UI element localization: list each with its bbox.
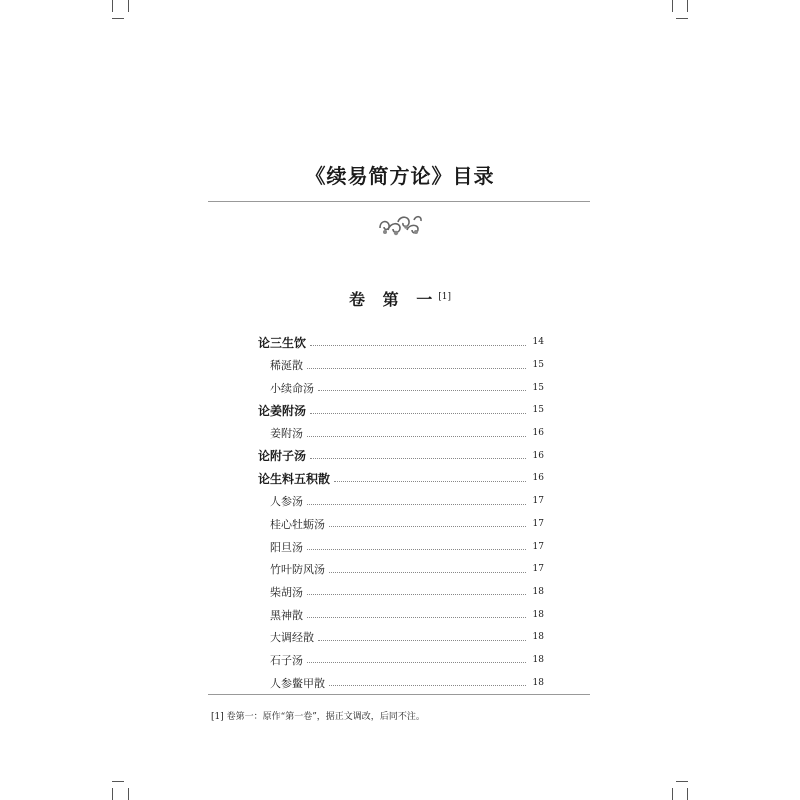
toc-entry[interactable] bbox=[258, 671, 544, 694]
toc-entry[interactable] bbox=[258, 467, 544, 490]
toc-leader-dots bbox=[310, 458, 526, 459]
toc-entry-page: 18 bbox=[532, 632, 544, 643]
toc-entry-title: 人参汤 bbox=[270, 495, 303, 509]
toc-entry[interactable] bbox=[258, 490, 544, 513]
toc-entry-page: 15 bbox=[532, 360, 544, 371]
toc-entry[interactable] bbox=[258, 649, 544, 672]
crop-mark bbox=[128, 0, 129, 12]
volume-heading bbox=[0, 287, 800, 310]
toc-entry-page: 18 bbox=[532, 609, 544, 620]
toc-entry[interactable] bbox=[258, 513, 544, 536]
toc-entry-page: 17 bbox=[532, 496, 544, 507]
volume-title: 卷 第 一 bbox=[349, 290, 439, 309]
toc-entry-title: 桂心牡蛎汤 bbox=[270, 517, 325, 531]
crop-mark bbox=[672, 0, 673, 12]
toc-leader-dots bbox=[329, 572, 526, 573]
toc-entry-title: 竹叶防风汤 bbox=[270, 563, 325, 577]
toc-entry[interactable] bbox=[258, 444, 544, 467]
toc-entry-title: 稀涎散 bbox=[270, 359, 303, 373]
toc-entry[interactable] bbox=[258, 376, 544, 399]
toc-leader-dots bbox=[307, 504, 526, 505]
toc-entry[interactable] bbox=[258, 331, 544, 354]
toc-leader-dots bbox=[329, 526, 526, 527]
toc-leader-dots bbox=[318, 390, 526, 391]
toc-entry-page: 18 bbox=[532, 586, 544, 597]
toc-leader-dots bbox=[307, 368, 526, 369]
crop-mark bbox=[687, 0, 688, 12]
toc-leader-dots bbox=[310, 345, 526, 346]
toc-entry-title: 大调经散 bbox=[270, 631, 314, 645]
toc-entry-title: 论生料五积散 bbox=[258, 471, 331, 486]
toc-entry-page: 15 bbox=[532, 405, 544, 416]
cloud-scroll-ornament-icon bbox=[376, 210, 424, 238]
toc-entry[interactable] bbox=[258, 581, 544, 604]
toc-leader-dots bbox=[307, 594, 526, 595]
toc-entry-page: 15 bbox=[532, 382, 544, 393]
crop-mark bbox=[687, 788, 688, 800]
footnote-ref[interactable]: [1] bbox=[438, 292, 451, 302]
crop-mark bbox=[112, 18, 124, 19]
toc-entry-page: 18 bbox=[532, 677, 544, 688]
toc-entry-title: 黑神散 bbox=[270, 608, 303, 622]
toc-leader-dots bbox=[307, 662, 526, 663]
toc-leader-dots bbox=[318, 640, 526, 641]
crop-mark bbox=[112, 0, 113, 12]
toc-entry[interactable] bbox=[258, 399, 544, 422]
toc-entry[interactable] bbox=[258, 603, 544, 626]
toc-entry[interactable] bbox=[258, 558, 544, 581]
toc-entry-page: 14 bbox=[532, 337, 544, 348]
footnote-divider bbox=[208, 694, 590, 695]
toc-entry-title: 柴胡汤 bbox=[270, 585, 303, 599]
toc-entry-title: 论姜附汤 bbox=[258, 403, 307, 418]
crop-mark bbox=[672, 788, 673, 800]
toc-entry-page: 17 bbox=[532, 564, 544, 575]
toc-entry[interactable] bbox=[258, 354, 544, 377]
toc-entry-page: 17 bbox=[532, 518, 544, 529]
toc-leader-dots bbox=[310, 413, 526, 414]
toc-entry-page: 16 bbox=[532, 473, 544, 484]
table-of-contents bbox=[258, 331, 544, 694]
toc-entry-title: 论附子汤 bbox=[258, 449, 307, 464]
toc-entry[interactable] bbox=[258, 422, 544, 445]
toc-entry-title: 人参鳖甲散 bbox=[270, 676, 325, 690]
crop-mark bbox=[128, 788, 129, 800]
title-divider bbox=[208, 201, 590, 202]
toc-entry-page: 16 bbox=[532, 450, 544, 461]
toc-entry-title: 论三生饮 bbox=[258, 335, 307, 350]
toc-leader-dots bbox=[329, 685, 526, 686]
crop-mark bbox=[676, 781, 688, 782]
toc-entry-title: 姜附汤 bbox=[270, 427, 303, 441]
crop-mark bbox=[676, 18, 688, 19]
toc-entry-page: 17 bbox=[532, 541, 544, 552]
crop-mark bbox=[112, 781, 124, 782]
toc-entry[interactable] bbox=[258, 535, 544, 558]
toc-entry[interactable] bbox=[258, 626, 544, 649]
footnote: [1] 卷第一：原作“第一卷”，据正文调改，后同不注。 bbox=[211, 712, 425, 722]
toc-leader-dots bbox=[307, 549, 526, 550]
crop-mark bbox=[112, 788, 113, 800]
toc-entry-title: 阳旦汤 bbox=[270, 540, 303, 554]
toc-entry-page: 16 bbox=[532, 428, 544, 439]
toc-leader-dots bbox=[334, 481, 526, 482]
toc-entry-title: 石子汤 bbox=[270, 653, 303, 667]
toc-entry-page: 18 bbox=[532, 654, 544, 665]
page-title: 《续易简方论》目录 bbox=[305, 164, 495, 188]
toc-entry-title: 小续命汤 bbox=[270, 381, 314, 395]
toc-leader-dots bbox=[307, 436, 526, 437]
toc-leader-dots bbox=[307, 617, 526, 618]
